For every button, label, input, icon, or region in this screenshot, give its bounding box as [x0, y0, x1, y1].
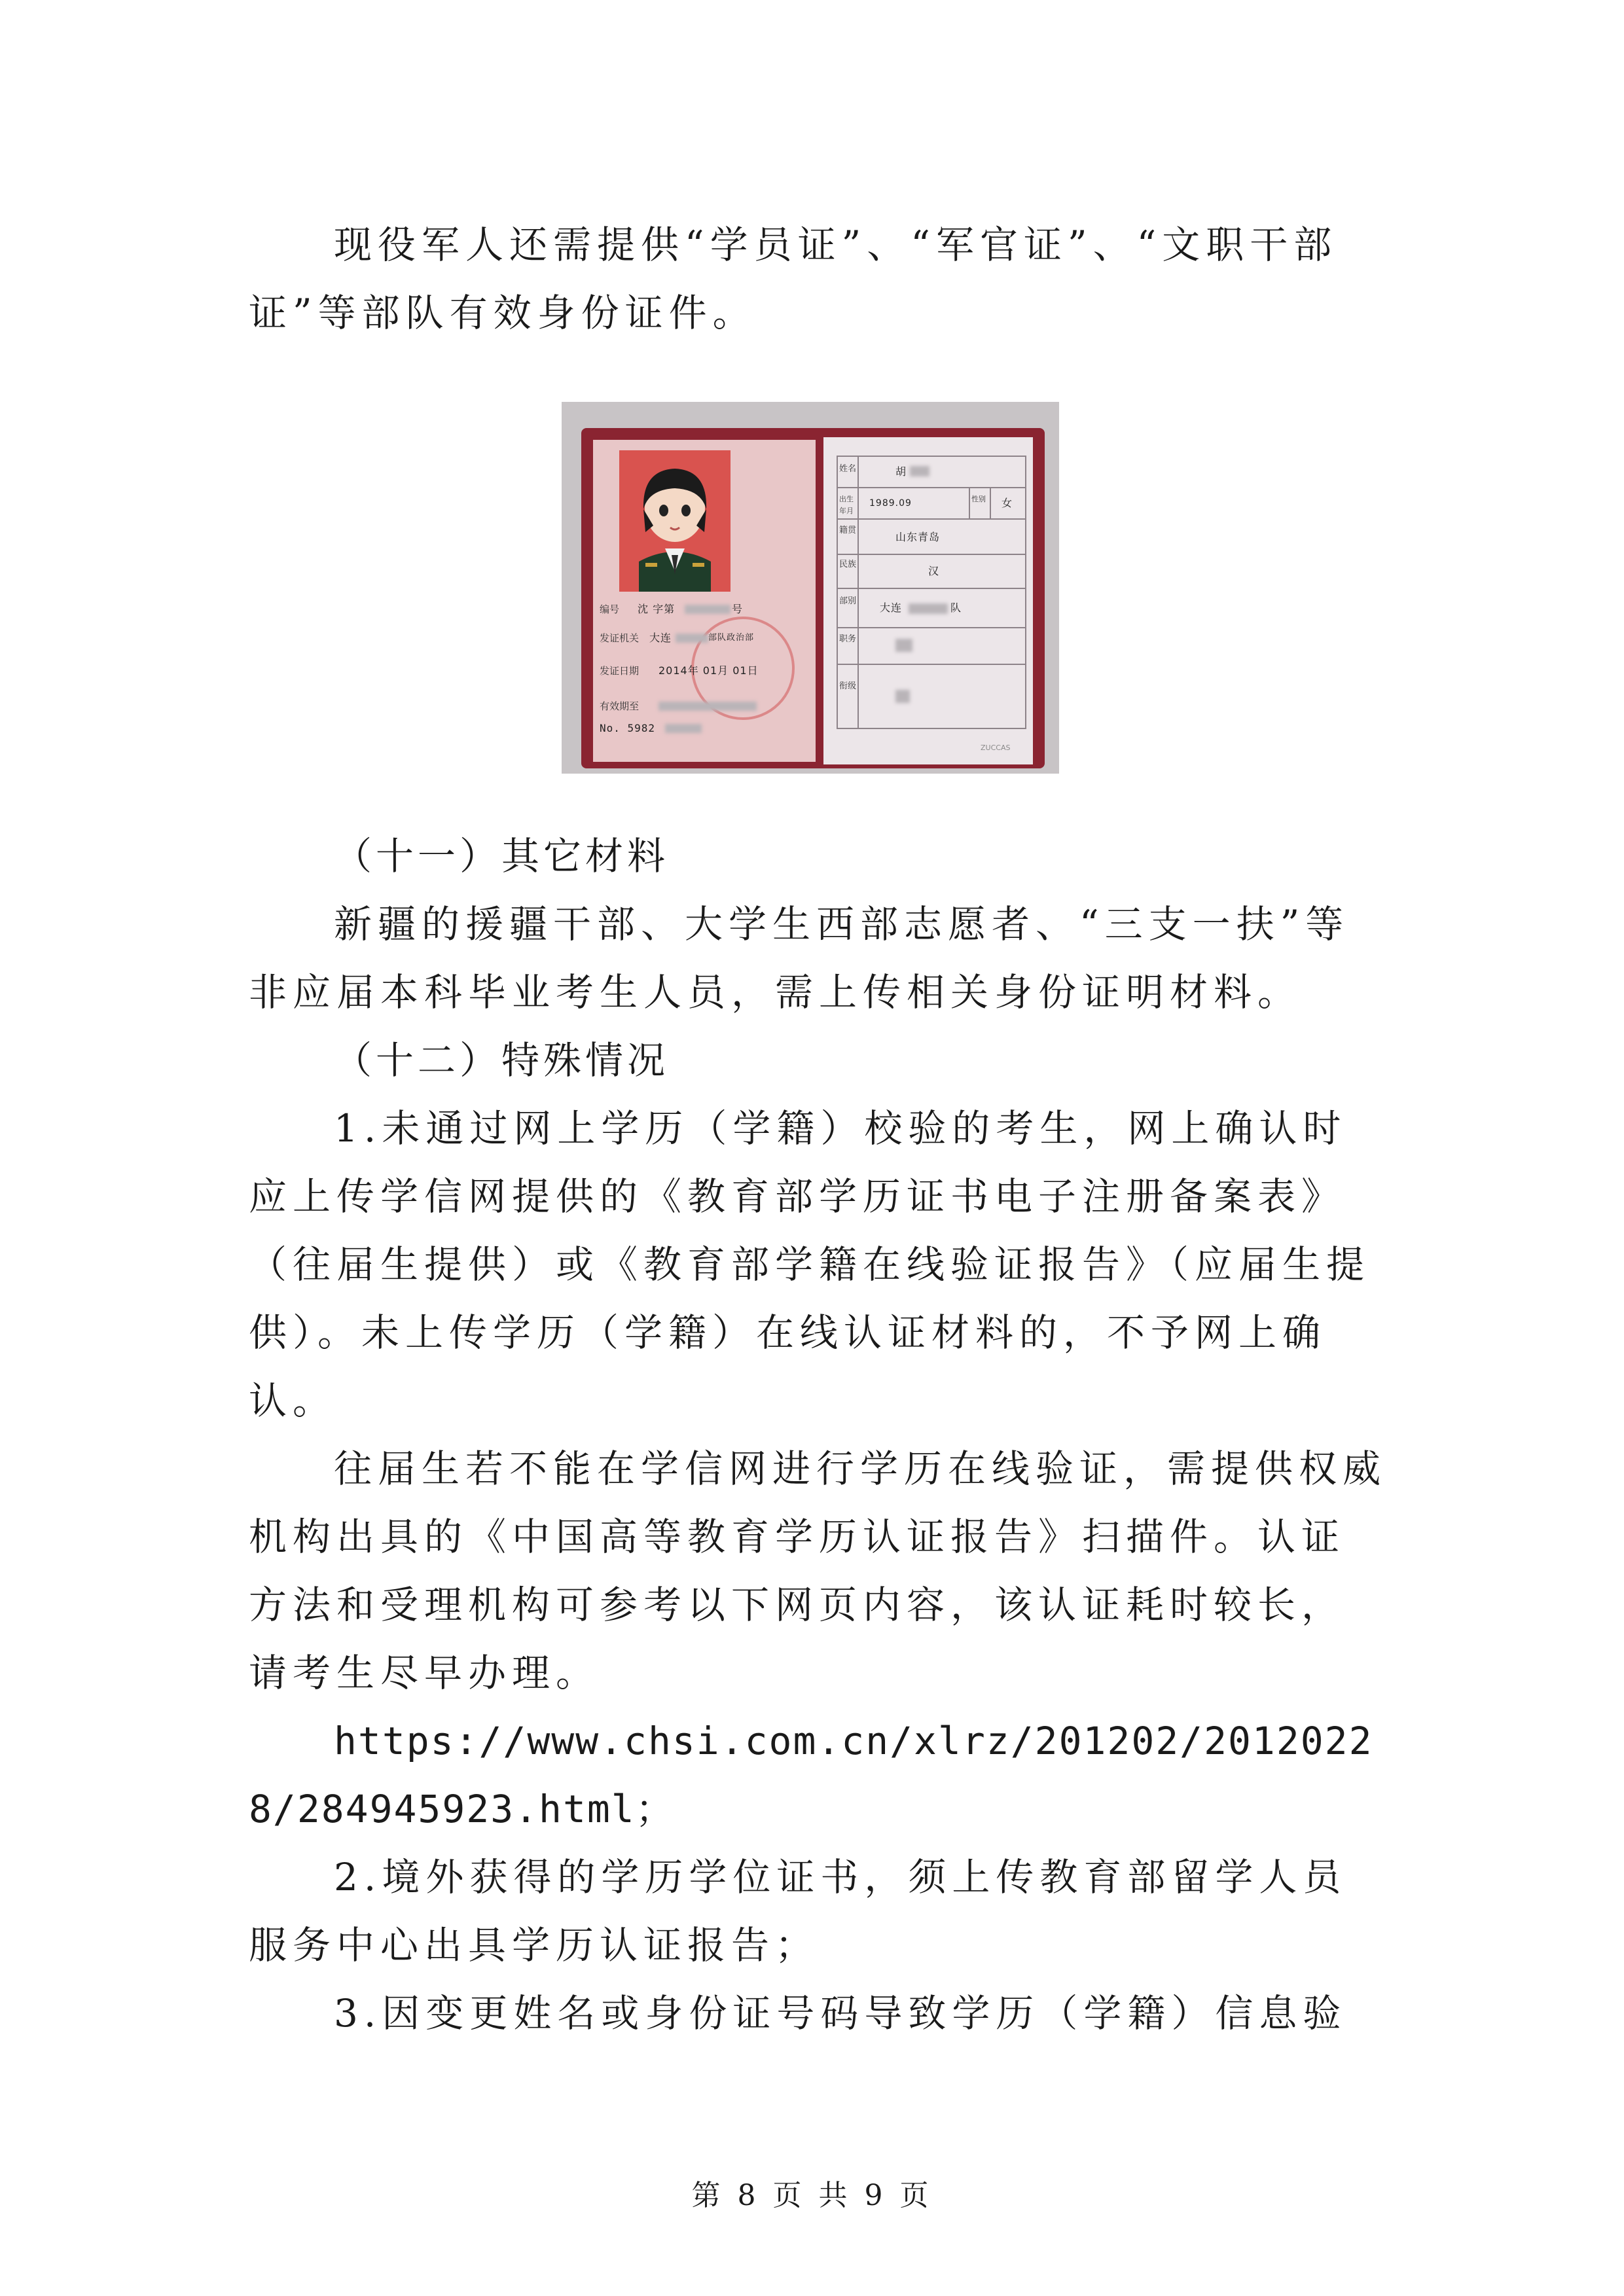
- list-item-2: 2.境外获得的学历学位证书，须上传教育部留学人员服务中心出具学历认证报告；: [249, 1855, 1347, 1967]
- paragraph-previous-graduates: 往届生若不能在学信网进行学历在线验证，需提供权威机构出具的《中国高等教育学历认证报告》扫描件。认证方法和受理机构可参考以下网页内容，该认证耗时较长，请考生尽早办理。: [249, 1446, 1387, 1695]
- paragraph-military-id: 现役军人还需提供“学员证”、“军官证”、“文职干部证”等部队有效身份证件。: [249, 223, 1338, 335]
- label-unit: 部别: [839, 596, 857, 606]
- redacted-duty: [895, 639, 912, 652]
- value-issuer-b: 部队政治部: [708, 633, 755, 643]
- value-number: 沈 字第: [638, 603, 676, 615]
- id-right-page: [823, 437, 1033, 764]
- label-rank: 衔级: [839, 681, 857, 691]
- heading-special-cases: （十二）特殊情况: [334, 1038, 670, 1083]
- label-native: 籍贯: [839, 526, 857, 535]
- redacted-serial: [665, 724, 702, 733]
- list-item-3: 3.因变更姓名或身份证号码导致学历（学籍）信息验: [334, 1991, 1347, 2036]
- military-id-photo: [562, 402, 1059, 774]
- label-valid: 有效期至: [600, 700, 640, 712]
- label-name: 姓名: [839, 464, 857, 474]
- grid-frame-left: [837, 456, 838, 728]
- grid-row-5: [837, 627, 1026, 628]
- grid-frame-right: [1025, 456, 1026, 728]
- grid-row-7: [837, 728, 1026, 729]
- grid-row-2: [837, 518, 1026, 520]
- grid-row-6: [837, 664, 1026, 665]
- paragraph-other-materials: 新疆的援疆干部、大学生西部志愿者、“三支一扶”等非应届本科毕业考生人员，需上传相关身份证明材料。: [249, 902, 1350, 1014]
- list-item-1: 1.未通过网上学历（学籍）校验的考生，网上确认时应上传学信网提供的《教育部学历证书电子注册备案表》（往届生提供）或《教育部学籍在线验证报告》（应届生提供）。未上传学历（学籍）在线认证材料的，不予网上确认。: [249, 1106, 1371, 1423]
- label-ethnic: 民族: [839, 560, 857, 569]
- value-unit-b: 队: [950, 601, 962, 614]
- value-issuer-a: 大连: [649, 632, 672, 644]
- grid-gender-divider-a: [969, 487, 970, 518]
- link-chsi-url[interactable]: https://www.chsi.com.cn/xlrz/201202/20120228/284945923.html；: [249, 1719, 1373, 1831]
- value-name: 胡: [895, 465, 907, 478]
- value-native: 山东青岛: [895, 531, 941, 543]
- label-number: 编号: [600, 603, 620, 615]
- value-gender: 女: [1001, 497, 1013, 509]
- label-duty: 职务: [839, 634, 857, 644]
- value-issue-date: 2014年 01月 01日: [659, 664, 759, 677]
- redacted-issuer: [676, 634, 708, 643]
- redacted-rank: [895, 690, 910, 703]
- heading-other-materials: （十一）其它材料: [334, 834, 670, 878]
- label-issue-date: 发证日期: [600, 665, 640, 677]
- grid-row-3: [837, 554, 1026, 555]
- serial-number: No. 5982: [600, 722, 656, 734]
- value-birth: 1989.09: [869, 498, 912, 509]
- redacted-name: [910, 466, 929, 476]
- grid-row-4: [837, 588, 1026, 589]
- grid-col-divider: [857, 456, 859, 728]
- page-footer: 第 8 页 共 9 页: [691, 2179, 933, 2212]
- id-left-page: [593, 440, 816, 762]
- soldier-cartoon-icon: [619, 450, 731, 592]
- grid-frame-top: [837, 456, 1026, 457]
- value-unit-a: 大连: [880, 601, 903, 614]
- label-birth: 出生年月: [839, 495, 854, 515]
- wechat-watermark: ZUCCAS: [981, 744, 1011, 752]
- label-gender: 性别: [971, 495, 986, 503]
- label-issuer: 发证机关: [600, 632, 640, 644]
- value-number-suffix: 号: [732, 603, 744, 615]
- redacted-unit: [909, 603, 948, 614]
- grid-row-1: [837, 487, 1026, 488]
- redacted-valid: [659, 702, 757, 711]
- portrait-photo: [619, 450, 731, 592]
- grid-gender-divider-b: [990, 487, 991, 518]
- redacted-number: [685, 605, 731, 614]
- value-ethnic: 汉: [928, 565, 940, 577]
